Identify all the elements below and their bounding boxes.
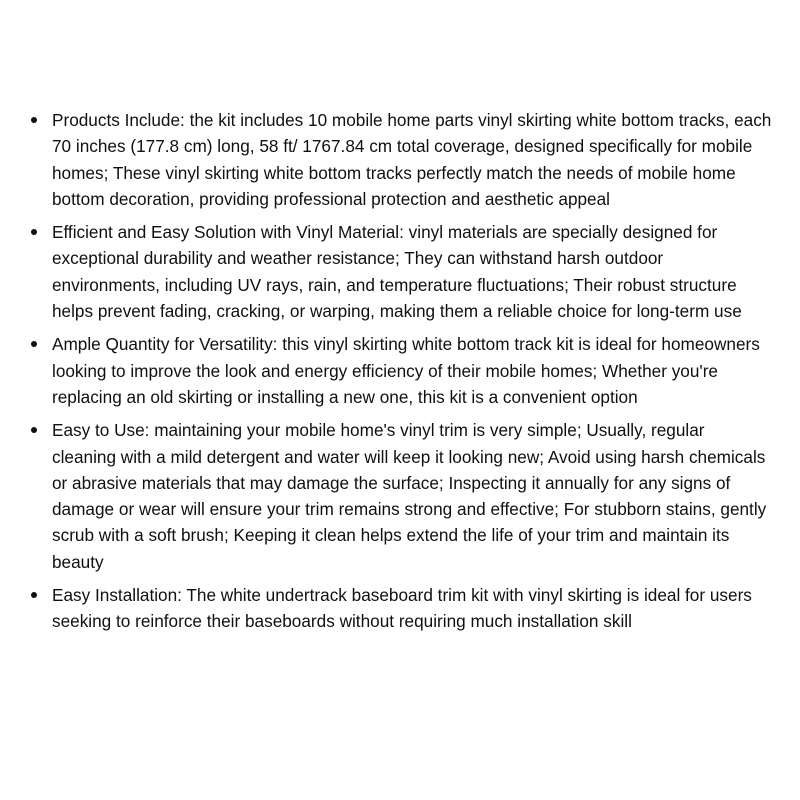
bullet-dot-icon [31, 592, 37, 598]
bullet-item-ample-quantity [0, 331, 800, 410]
bullet-item-easy-installation [0, 582, 800, 635]
bullet-dot-icon [31, 341, 37, 347]
bullet-dot-icon [31, 427, 37, 433]
feature-bullet-list [0, 107, 800, 642]
bullet-text: Ample Quantity for Versatility: this vinyl skirting white bottom track kit is ideal for homeowners looking to improve the look and energy efficiency of their mobile homes; Whether you're replacing an old skirting or installing a new one, this kit is a convenient option [52, 334, 760, 407]
bullet-text: Efficient and Easy Solution with Vinyl Material: vinyl materials are specially designed for exceptional durability and weather resistance; They can withstand harsh outdoor environments, including UV rays, rain, and temperature fluctuations; Their robust structure helps prevent fading, cracking, or warping, making them a reliable choice for long-term use [52, 222, 742, 322]
bullet-text: Products Include: the kit includes 10 mobile home parts vinyl skirting white bottom tracks, each 70 inches (177.8 cm) long, 58 ft/ 1767.84 cm total coverage, designed specifically for mobile homes; These vinyl skirting white bottom tracks perfectly match the needs of mobile home bottom decoration, providing professional protection and aesthetic appeal [52, 110, 772, 209]
bullet-text: Easy Installation: The white undertrack baseboard trim kit with vinyl skirting is ideal for users seeking to reinforce their baseboards without requiring much installation skill [52, 585, 752, 632]
bullet-item-products-include [0, 107, 800, 212]
bullet-text: Easy to Use: maintaining your mobile home's vinyl trim is very simple; Usually, regular cleaning with a mild detergent and water will keep it looking new; Avoid using harsh chemicals or abrasive materials that may damage the surface; Inspecting it annually for any signs of damage or wear will ensure your trim remains strong and effective; For stubborn stains, gently scrub with a soft brush; Keeping it clean helps extend the life of your trim and maintain its beauty [52, 420, 767, 572]
bullet-item-vinyl-material [0, 219, 800, 324]
bullet-dot-icon [31, 229, 37, 235]
bullet-dot-icon [31, 117, 37, 123]
bullet-item-easy-to-use [0, 417, 800, 575]
